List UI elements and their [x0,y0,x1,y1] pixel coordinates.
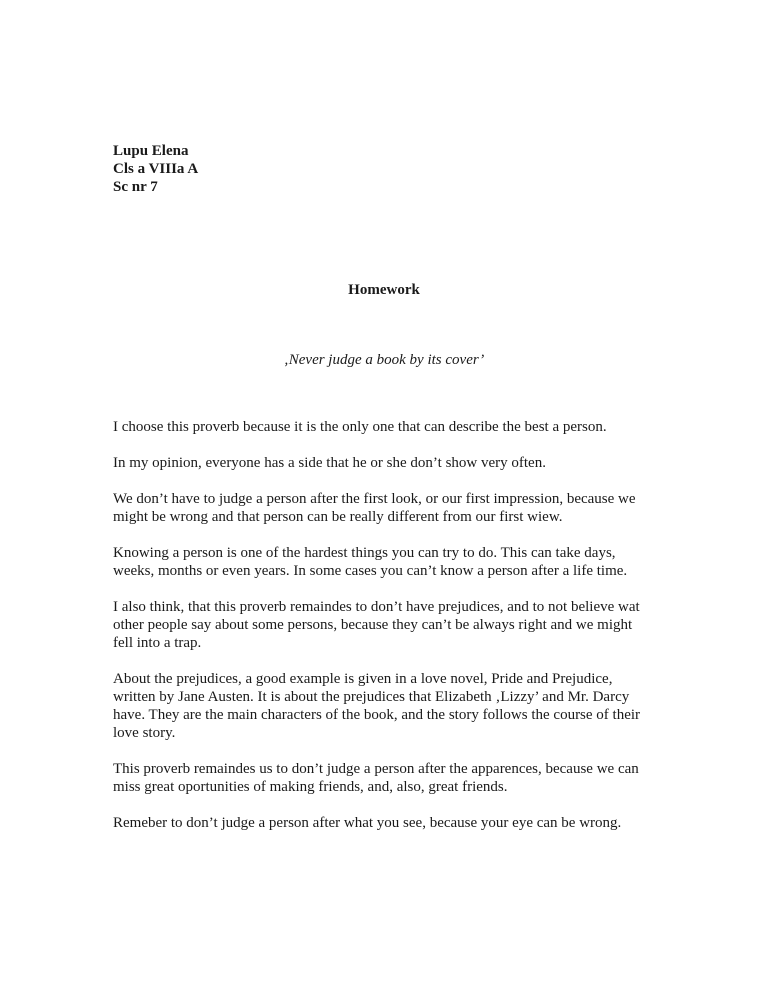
document-title: Homework [348,282,420,298]
paragraph-line: In my opinion, everyone has a side that he or she don’t show very often. [113,455,546,471]
paragraph [113,670,653,742]
paragraph [113,454,653,472]
author-header [113,142,198,196]
paragraph-line: love story. [113,725,176,741]
author-class: Cls a VIIIa A [113,161,199,177]
paragraph-line: Knowing a person is one of the hardest things you can try to do. This can take days, [113,545,616,561]
paragraph [113,544,653,580]
paragraph-line: We don’t have to judge a person after the first look, or our first impression, because we [113,491,636,507]
author-name: Lupu Elena [113,143,189,159]
paragraph [113,598,653,652]
paragraph-line: About the prejudices, a good example is given in a love novel, Pride and Prejudice, [113,671,613,687]
paragraph-line: might be wrong and that person can be really different from our first wiew. [113,509,563,525]
paragraph [113,814,653,832]
paragraph-line: Remeber to don’t judge a person after what you see, because your eye can be wrong. [113,815,622,831]
paragraph-line: I choose this proverb because it is the only one that can describe the best a person. [113,419,607,435]
paragraph-line: weeks, months or even years. In some cases you can’t know a person after a life time. [113,563,628,579]
paragraph-line: have. They are the main characters of the book, and the story follows the course of their [113,707,641,723]
paragraph [113,418,653,436]
paragraph [113,490,653,526]
paragraph-line: This proverb remaindes us to don’t judge a person after the apparences, because we can [113,761,639,777]
essay-body [113,418,653,850]
author-school: Sc nr 7 [113,179,158,195]
proverb-quote: ‚Never judge a book by its cover’ [283,352,485,368]
paragraph-line: fell into a trap. [113,635,202,651]
paragraph-line: miss great oportunities of making friends, and, also, great friends. [113,779,508,795]
paragraph-line: written by Jane Austen. It is about the prejudices that Elizabeth ‚Lizzy’ and Mr. Darcy [113,689,630,705]
paragraph [113,760,653,796]
paragraph-line: other people say about some persons, because they can’t be always right and we might [113,617,633,633]
paragraph-line: I also think, that this proverb remaindes to don’t have prejudices, and to not believe wat [113,599,640,615]
